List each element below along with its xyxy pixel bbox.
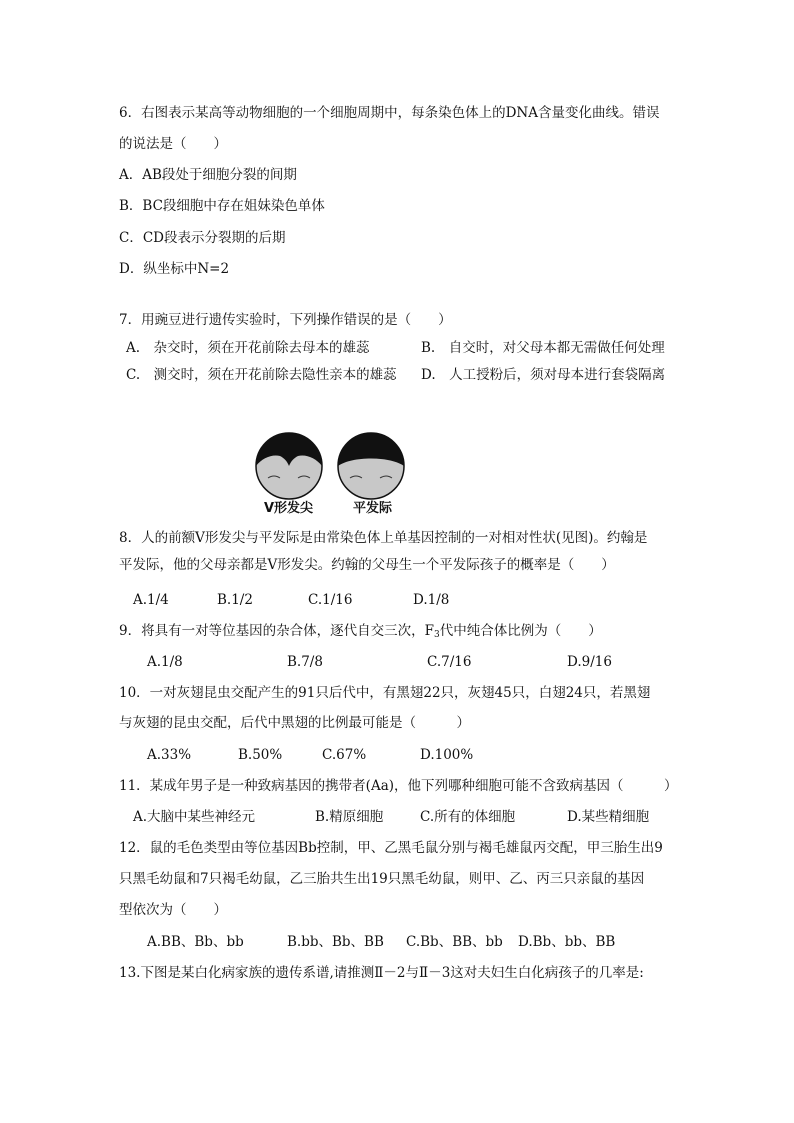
- q7-stem: 7．用豌豆进行遗传实验时，下列操作错误的是（ ）: [119, 312, 452, 328]
- q8-option-a: A.1/4: [133, 592, 169, 608]
- q6-stem-line2: 的说法是（ ）: [119, 136, 227, 152]
- q11-option-a: A.大脑中某些神经元: [133, 809, 256, 825]
- q12-stem-line1: 12．鼠的毛色类型由等位基因Bb控制，甲、乙黑毛鼠分别与褐毛雄鼠丙交配，甲三胎生出9: [119, 840, 663, 856]
- q7-option-b: B. 自交时，对父母本都无需做任何处理: [421, 340, 665, 356]
- v-shaped-hairline-head: [256, 433, 322, 499]
- q11-stem: 11．某成年男子是一种致病基因的携带者(Aa)，他下列哪种细胞可能不含致病基因（ ）: [119, 778, 678, 794]
- q12-stem-line3: 型依次为（ ）: [119, 902, 227, 918]
- q12-option-c: C.Bb、BB、bb: [406, 934, 503, 950]
- q10-stem-line2: 与灰翅的昆虫交配，后代中黑翅的比例最可能是（ ）: [119, 715, 470, 731]
- q7-option-d: D. 人工授粉后，须对母本进行套袋隔离: [421, 367, 666, 383]
- q11-option-b: B.精原细胞: [315, 809, 384, 825]
- q8-option-d: D.1/8: [413, 592, 450, 608]
- q10-option-d: D.100%: [420, 747, 474, 763]
- q11-option-d: D.某些精细胞: [567, 809, 650, 825]
- q12-option-d: D.Bb、bb、BB: [518, 934, 616, 950]
- q13-stem: 13.下图是某白化病家族的遗传系谱,请推测Ⅱ－2与Ⅱ－3这对夫妇生白化病孩子的几率是:: [119, 965, 644, 981]
- q6-option-c: C．CD段表示分裂期的后期: [119, 230, 286, 246]
- flat-hairline-head: [338, 433, 404, 499]
- q7-option-c: C. 测交时，须在开花前除去隐性亲本的雄蕊: [126, 367, 397, 383]
- q10-stem-line1: 10．一对灰翅昆虫交配产生的91只后代中，有黑翅22只，灰翅45只，白翅24只，若黑翅: [119, 685, 651, 701]
- v-shaped-hairline-label: V形发尖: [264, 501, 314, 516]
- q11-option-c: C.所有的体细胞: [420, 809, 516, 825]
- flat-hairline-label: 平发际: [353, 501, 393, 516]
- q6-option-d: D．纵坐标中N=2: [119, 261, 230, 277]
- q7-option-a: A. 杂交时，须在开花前除去母本的雄蕊: [126, 340, 370, 356]
- q12-option-b: B.bb、Bb、BB: [287, 934, 384, 950]
- q8-stem-line2: 平发际，他的父母亲都是V形发尖。约翰的父母生一个平发际孩子的概率是（ ）: [119, 557, 615, 573]
- q6-option-b: B．BC段细胞中存在姐妹染色单体: [119, 198, 325, 214]
- q8-option-b: B.1/2: [217, 592, 253, 608]
- q9-option-d: D.9/16: [567, 654, 612, 670]
- q9-option-c: C.7/16: [427, 654, 472, 670]
- q10-option-c: C.67%: [322, 747, 367, 763]
- q9-stem: 9．将具有一对等位基因的杂合体，逐代自交三次，$F_3$代中纯合体比例为（ ）: [119, 623, 602, 640]
- q12-stem-line2: 只黑毛幼鼠和7只褐毛幼鼠，乙三胎共生出19只黑毛幼鼠，则甲、乙、丙三只亲鼠的基因: [119, 871, 645, 887]
- q10-option-a: A.33%: [147, 747, 192, 763]
- q8-stem-line1: 8．人的前额V形发尖与平发际是由常染色体上单基因控制的一对相对性状(见图)。约翰是: [119, 530, 648, 546]
- q12-option-a: A.BB、Bb、bb: [147, 934, 244, 950]
- q10-option-b: B.50%: [238, 747, 283, 763]
- q9-option-a: A.1/8: [147, 654, 183, 670]
- q8-option-c: C.1/16: [308, 592, 353, 608]
- q6-stem-line1: 6．右图表示某高等动物细胞的一个细胞周期中，每条染色体上的DNA含量变化曲线。错误: [119, 105, 660, 121]
- q6-option-a: A．AB段处于细胞分裂的间期: [119, 167, 297, 183]
- q9-option-b: B.7/8: [287, 654, 323, 670]
- hairline-figure: [250, 428, 410, 518]
